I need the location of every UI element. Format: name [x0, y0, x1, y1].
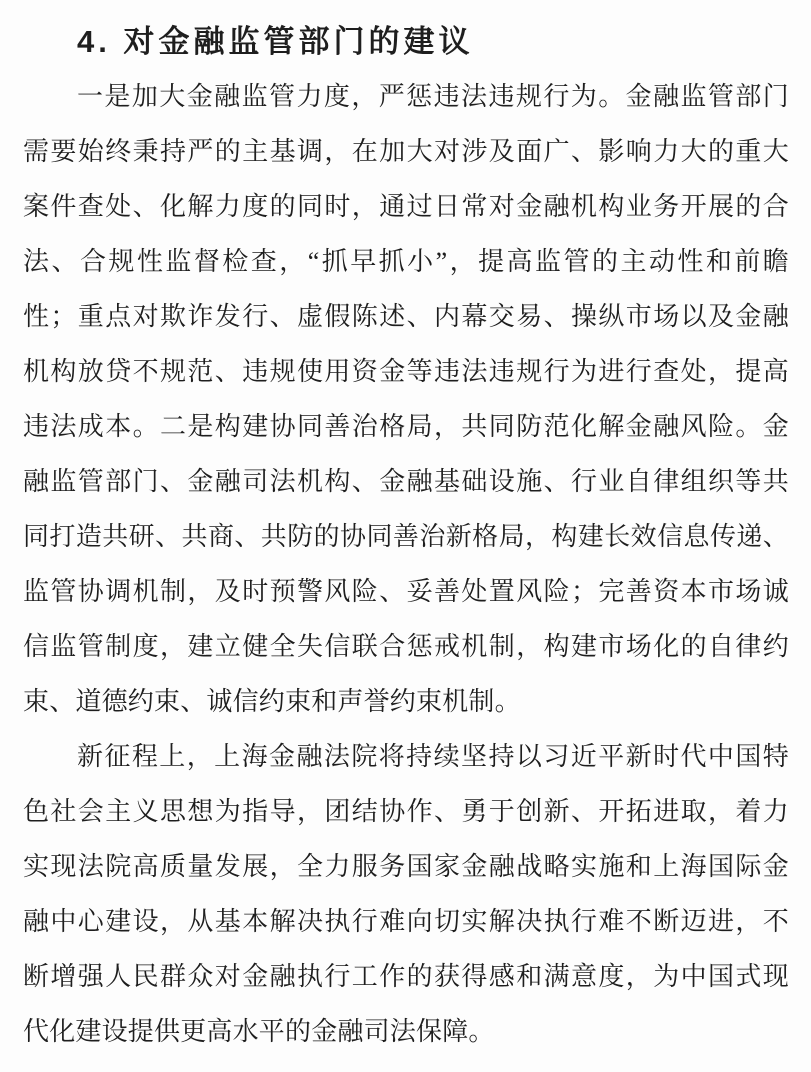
text-line: 一是加大金融监管力度，严惩违法违规行为。金融监管部门 — [77, 82, 789, 111]
text-line: 性；重点对欺诈发行、虚假陈述、内幕交易、操纵市场以及金融 — [23, 302, 789, 331]
text-line: 需要始终秉持严的主基调，在加大对涉及面广、影响力大的重大 — [23, 137, 789, 166]
text-line: 新征程上，上海金融法院将持续坚持以习近平新时代中国特 — [77, 742, 789, 771]
text-line: 束、道德约束、诚信约束和声誉约束机制。 — [23, 687, 521, 716]
section-heading: 4. 对金融监管部门的建议 — [77, 24, 474, 59]
text-line: 案件查处、化解力度的同时，通过日常对金融机构业务开展的合 — [23, 192, 789, 221]
text-line: 监管协调机制，及时预警风险、妥善处置风险；完善资本市场诚 — [23, 577, 789, 606]
text-line: 断增强人民群众对金融执行工作的获得感和满意度，为中国式现 — [23, 962, 789, 991]
document-body — [23, 69, 789, 1059]
text-line: 实现法院高质量发展，全力服务国家金融战略实施和上海国际金 — [23, 852, 789, 881]
text-line: 融中心建设，从基本解决执行难向切实解决执行难不断迈进，不 — [23, 907, 789, 936]
text-line: 同打造共研、共商、共防的协同善治新格局，构建长效信息传递、 — [23, 522, 789, 551]
text-line: 融监管部门、金融司法机构、金融基础设施、行业自律组织等共 — [23, 467, 789, 496]
text-line: 法、合规性监督检查，“抓早抓小”，提高监管的主动性和前瞻 — [23, 247, 789, 276]
paragraph — [23, 69, 789, 729]
text-line: 信监管制度，建立健全失信联合惩戒机制，构建市场化的自律约 — [23, 632, 789, 661]
text-line: 色社会主义思想为指导，团结协作、勇于创新、开拓进取，着力 — [23, 797, 789, 826]
text-line: 机构放贷不规范、违规使用资金等违法违规行为进行查处，提高 — [23, 357, 789, 386]
text-line: 违法成本。二是构建协同善治格局，共同防范化解金融风险。金 — [23, 412, 789, 441]
text-line: 代化建设提供更高水平的金融司法保障。 — [23, 1017, 495, 1046]
paragraph — [23, 729, 789, 1059]
